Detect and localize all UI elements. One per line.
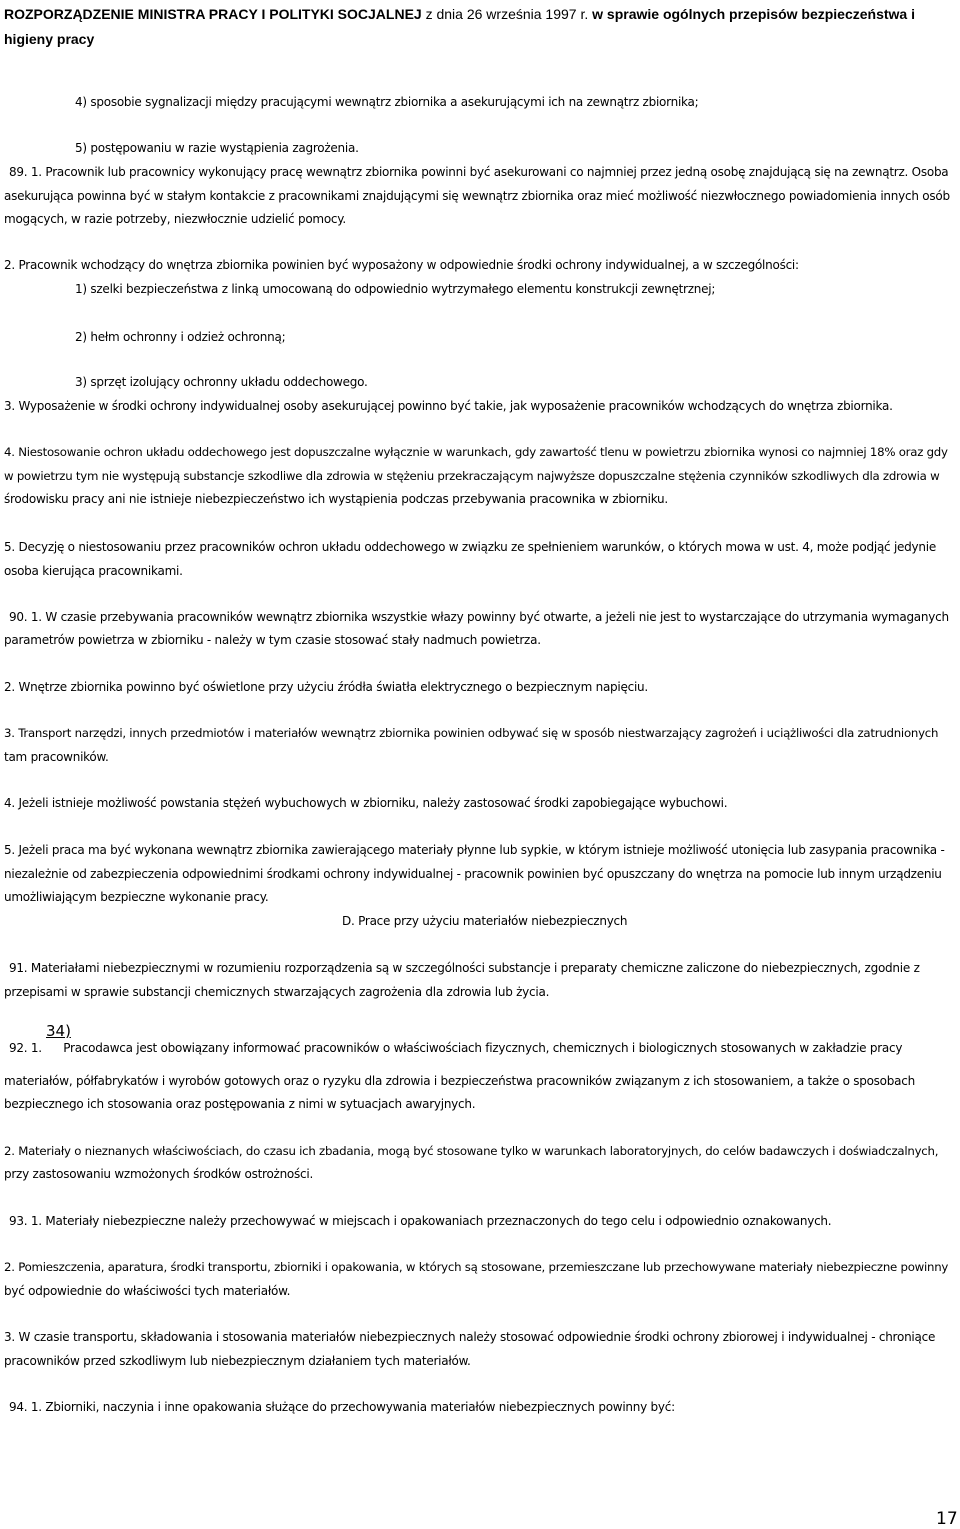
text-line: 5. Decyzję o niestosowaniu przez pracowników ochron układu oddechowego w związku ze spełnieniem warunków, o których mowa w ust. 4, może podjąć jedynie [4, 540, 936, 554]
text-line: 93. 1. Materiały niebezpieczne należy przechowywać w miejscach i opakowaniach przeznaczonych do tego celu i odpowiednio oznakowanych. [9, 1214, 832, 1228]
text-line: 5) postępowaniu w razie wystąpienia zagrożenia. [75, 141, 359, 155]
text-line: 3. Wyposażenie w środki ochrony indywidualnej osoby asekurującej powinno być takie, jak wyposażenie pracowników wchodzących do wnętrza zbiornika. [4, 399, 893, 413]
text-line: środowisku pracy ani nie istnieje niebezpieczeństwo ich wystąpienia podczas przebywania pracownika w zbiorniku. [4, 492, 668, 506]
text-line: 2. Pracownik wchodzący do wnętrza zbiornika powinien być wyposażony w odpowiednie środki ochrony indywidualnej, a w szczególności: [4, 258, 799, 272]
text-line: mogących, w razie potrzeby, niezwłocznie udzielić pomocy. [4, 212, 346, 226]
text-line: bezpiecznego ich stosowania oraz postępowania z nimi w sytuacjach awaryjnych. [4, 1097, 476, 1111]
text-line: 1) szelki bezpieczeństwa z linką umocowaną do odpowiednio wytrzymałego elementu konstrukcji zewnętrznej; [75, 282, 716, 296]
text-line: 91. Materiałami niebezpiecznymi w rozumieniu rozporządzenia są w szczególności substancje i preparaty chemiczne zaliczone do niebezpiecznych, zgodnie z [9, 961, 920, 975]
text-line: umożliwiającym bezpieczne wykonanie pracy. [4, 890, 269, 904]
regulation-title: ROZPORZĄDZENIE MINISTRA PRACY I POLITYKI SOCJALNEJ [4, 6, 422, 22]
text-line: parametrów powietrza w zbiorniku - należy w tym czasie stosować stały nadmuch powietrza. [4, 633, 541, 647]
regulation-subject: w sprawie ogólnych przepisów bezpieczeństwa i higieny pracy [4, 6, 915, 47]
page-number: 17 [936, 1509, 958, 1529]
text-line: 4) sposobie sygnalizacji między pracującymi wewnątrz zbiornika a asekurującymi ich na zewnątrz zbiornika; [75, 95, 699, 109]
section-heading: D. Prace przy użyciu materiałów niebezpiecznych [342, 914, 628, 928]
text-line: przepisami w sprawie substancji chemicznych stwarzających zagrożenia dla zdrowia lub życia. [4, 985, 550, 999]
text-line: 92. 1. Pracodawca jest obowiązany informować pracowników o właściwościach fizycznych, chemicznych i biologicznych stosowanych w zakładzie pracy [9, 1041, 903, 1055]
text-line: niezależnie od zabezpieczenia odpowiednimi środkami ochrony indywidualnej - pracownik powinien być opuszczany do wnętrza na pomocie lub innym urządzeniu [4, 867, 942, 881]
text-line: 2) hełm ochronny i odzież ochronną; [75, 330, 286, 344]
text-line: 89. 1. Pracownik lub pracownicy wykonujący pracę wewnątrz zbiornika powinni być asekurowani co najmniej przez jedną osobę znajdującą się na zewnątrz. Osoba [9, 165, 949, 179]
text-line: 3. Transport narzędzi, innych przedmiotów i materiałów wewnątrz zbiornika powinien odbywać się w sposób niestwarzający zagrożeń i uciążliwości dla zatrudnionych [4, 726, 939, 740]
text-line: 3. W czasie transportu, składowania i stosowania materiałów niebezpiecznych należy stosować odpowiednie środki ochrony zbiorowej i indywidualnej - chroniące [4, 1330, 936, 1344]
text-line: 5. Jeżeli praca ma być wykonana wewnątrz zbiornika zawierającego materiały płynne lub sypkie, w którym istnieje możliwość utonięcia lub zasypania pracownika - [4, 843, 945, 857]
regulation-date: z dnia 26 września 1997 r. [425, 6, 589, 22]
text-line: 4. Jeżeli istnieje możliwość powstania stężeń wybuchowych w zbiorniku, należy zastosować środki zapobiegające wybuchowi. [4, 796, 728, 810]
text-line: 2. Pomieszczenia, aparatura, środki transportu, zbiorniki i opakowania, w których są stosowane, przemieszczane lub przechowywane materiały niebezpieczne powinny [4, 1260, 949, 1274]
text-line: pracowników przed szkodliwym lub niebezpiecznym działaniem tych materiałów. [4, 1354, 471, 1368]
text-line: 4. Niestosowanie ochron układu oddechowego jest dopuszczalne wyłącznie w warunkach, gdy zawartość tlenu w powietrzu zbiornika wynosi co najmniej 18% oraz gdy [4, 445, 948, 459]
text-line: być odpowiednie do właściwości tych materiałów. [4, 1284, 291, 1298]
document-header [4, 2, 954, 52]
text-line: 3) sprzęt izolujący ochronny układu oddechowego. [75, 375, 368, 389]
text-line: 90. 1. W czasie przebywania pracowników wewnątrz zbiornika wszystkie włazy powinny być otwarte, a jeżeli nie jest to wystarczające do utrzymania wymaganych [9, 610, 949, 624]
text-line: 2. Wnętrze zbiornika powinno być oświetlone przy użyciu źródła światła elektrycznego o bezpiecznym napięciu. [4, 680, 648, 694]
text-line: 94. 1. Zbiorniki, naczynia i inne opakowania służące do przechowywania materiałów niebezpiecznych powinny być: [9, 1400, 675, 1414]
text-line: asekurująca powinna być w stałym kontakcie z pracownikami znajdującymi się wewnątrz zbiornika oraz mieć możliwość niezwłocznego powiadomienia innych osób [4, 189, 950, 203]
text-line: w powietrzu tym nie występują substancje szkodliwe dla zdrowia w stężeniu przekraczającym najwyższe dopuszczalne stężenia czynników szkodliwych dla zdrowia w [4, 469, 940, 483]
footnote-reference: 34) [46, 1022, 71, 1040]
text-line: 2. Materiały o nieznanych właściwościach, do czasu ich zbadania, mogą być stosowane tylko w warunkach laboratoryjnych, do celów badawczych i doświadczalnych, [4, 1144, 939, 1158]
text-line: tam pracowników. [4, 750, 109, 764]
text-line: przy zastosowaniu wzmożonych środków ostrożności. [4, 1167, 314, 1181]
text-line: materiałów, półfabrykatów i wyrobów gotowych oraz o ryzyku dla zdrowia i bezpieczeństwa pracowników związanym z ich stosowaniem, a także o sposobach [4, 1074, 915, 1088]
text-line: osoba kierująca pracownikami. [4, 564, 183, 578]
